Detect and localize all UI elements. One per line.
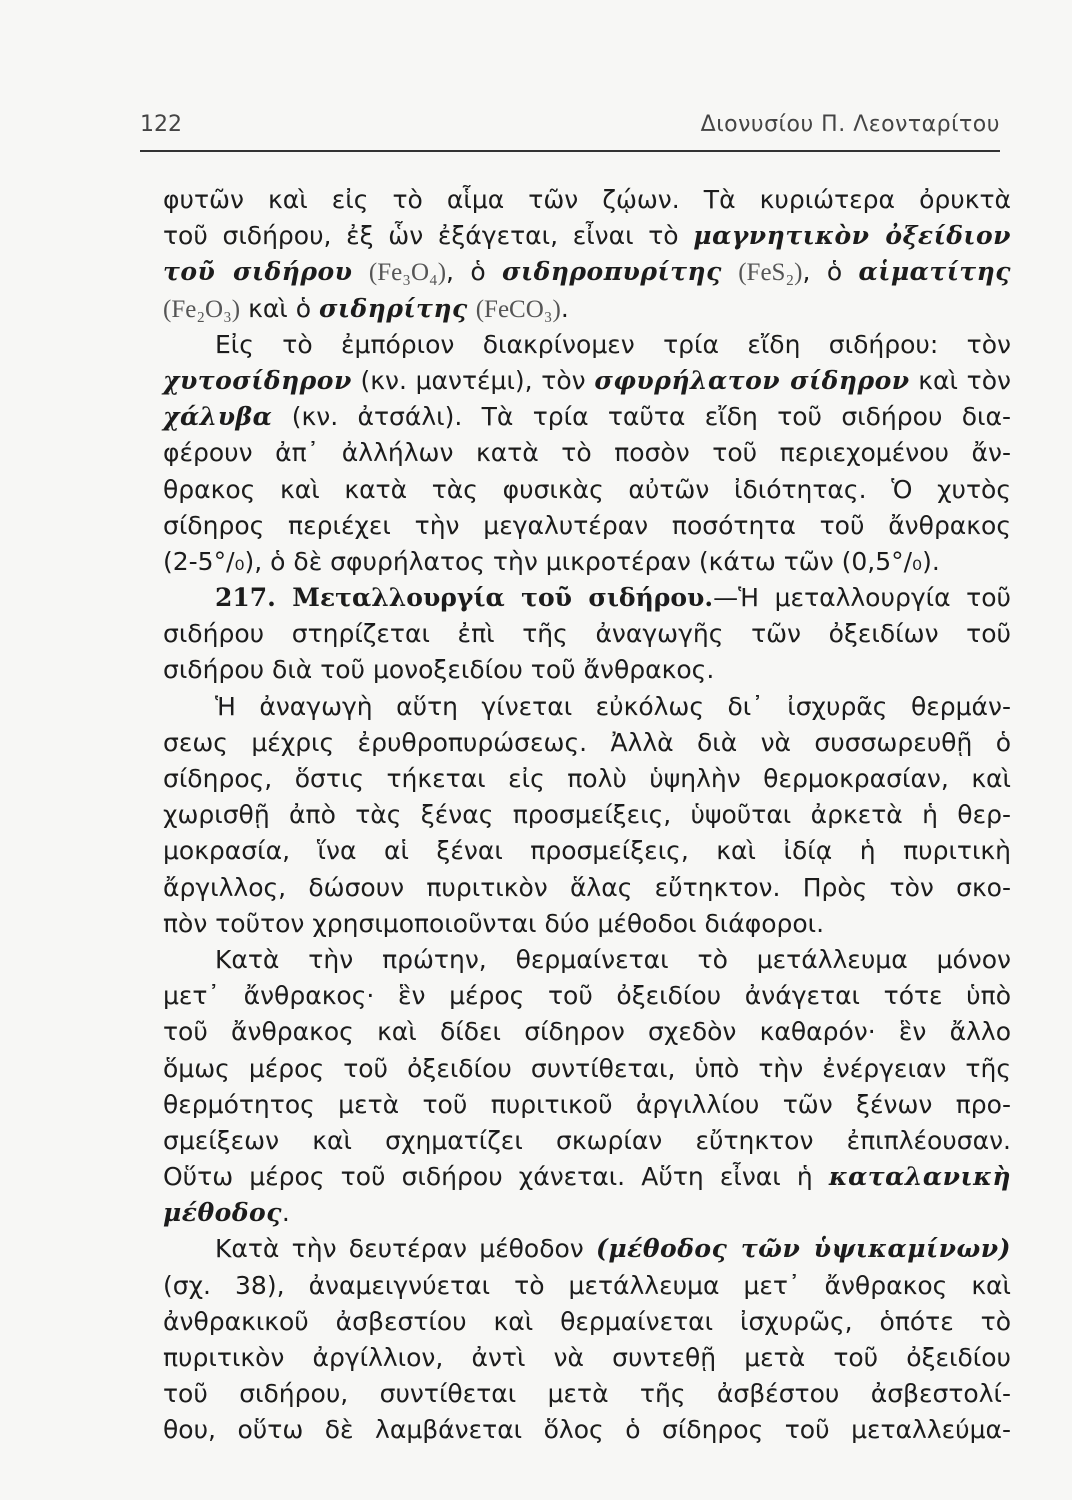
emphasized-term: σφυρήλατον σίδηρον <box>594 365 910 395</box>
text-line <box>163 182 1011 218</box>
text-segment: πὸν τοῦτον χρησιμοποιοῦνται δύο μέθοδοι διάφοροι. <box>163 908 825 938</box>
text-segment: σιδήρου διὰ τοῦ μονοξειδίου τοῦ ἄνθρακος. <box>163 655 715 685</box>
text-segment: σιδήρου στηρίζεται ἐπὶ τῆς ἀναγωγῆς τῶν ὀξειδίων τοῦ <box>163 619 1011 649</box>
emphasized-term: τοῦ σιδήρου <box>163 257 353 287</box>
text-line <box>163 689 1011 725</box>
text-line <box>163 1304 1011 1340</box>
chemical-formula: (Fe₂O₃) <box>163 295 241 323</box>
text-segment: . <box>281 1198 290 1228</box>
text-segment: θου, οὕτω δὲ λαμβάνεται ὅλος ὁ σίδηρος τοῦ μεταλλεύμα- <box>163 1415 1011 1445</box>
text-line <box>163 616 1011 652</box>
emphasized-term: χάλυβα <box>163 402 273 432</box>
text-line <box>163 978 1011 1014</box>
text-segment: τοῦ σιδήρου, ἐξ ὧν ἐξάγεται, εἶναι τὸ <box>163 221 694 251</box>
text-line <box>163 472 1011 508</box>
emphasized-term: (μέθοδος τῶν ὑψικαμίνων) <box>596 1234 1011 1264</box>
page-header <box>140 112 1000 148</box>
text-segment: πυριτικὸν ἀργίλλιον, ἀντὶ νὰ συντεθῇ μετὰ τοῦ ὀξειδίου <box>163 1343 1011 1372</box>
page-number: 122 <box>140 112 182 137</box>
text-line <box>163 291 1011 327</box>
text-segment: θερμότητος μετὰ τοῦ πυριτικοῦ ἀργιλλίου τῶν ξένων προ- <box>163 1089 1011 1119</box>
text-segment: (κν. μαντέμι), τὸν <box>351 365 595 395</box>
text-segment: Οὕτω μέρος τοῦ σιδήρου χάνεται. Αὕτη εἶναι ἡ <box>163 1162 829 1192</box>
text-segment: μοκρασία, ἵνα αἱ ξέναι προσμείξεις, καὶ ἰδίᾳ ἡ πυριτικὴ <box>163 836 1011 866</box>
text-line <box>163 942 1011 978</box>
text-line <box>163 1268 1011 1304</box>
text-line <box>163 580 1011 616</box>
text-line <box>163 254 1011 290</box>
section-heading: 217. Μεταλλουργία τοῦ σιδήρου. <box>215 583 714 613</box>
text-segment: σίδηρος περιέχει τὴν μεγαλυτέραν ποσότητα τοῦ ἄνθρακος <box>163 510 1011 540</box>
text-line <box>163 1340 1011 1376</box>
text-line <box>163 725 1011 761</box>
text-segment: σεως μέχρις ἐρυθροπυρώσεως. Ἀλλὰ διὰ νὰ συσσωρευθῇ ὁ <box>163 727 1011 757</box>
emphasized-term: μέθοδος <box>163 1198 282 1228</box>
emphasized-term: σιδηροπυρίτης <box>502 257 722 287</box>
text-segment: , ὁ <box>802 257 859 287</box>
emphasized-term: καταλανικὴ <box>828 1162 1011 1192</box>
text-segment: (κν. ἀτσάλι). Τὰ τρία ταῦτα εἴδη τοῦ σιδήρου δια- <box>272 402 1011 432</box>
text-segment: σίδηρος, ὅστις τήκεται εἰς πολὺ ὑψηλὴν θερμοκρασίαν, καὶ <box>163 764 1011 793</box>
text-segment: ἀνθρακικοῦ ἀσβεστίου καὶ θερμαίνεται ἰσχυρῶς, ὁπότε τὸ <box>163 1306 1011 1336</box>
text-line <box>163 544 1011 580</box>
text-segment: ἄργιλλος, δώσουν πυριτικὸν ἅλας εὔτηκτον. Πρὸς τὸν σκο- <box>163 872 1011 902</box>
text-line <box>163 833 1011 869</box>
emphasized-term: χυτοσίδηρον <box>163 365 352 395</box>
text-line <box>163 1412 1011 1448</box>
text-segment: —Ἡ μεταλλουργία τοῦ <box>713 583 1011 613</box>
text-line <box>163 761 1011 797</box>
text-line <box>163 797 1011 833</box>
text-line <box>163 1195 1011 1231</box>
text-segment: τοῦ σιδήρου, συντίθεται μετὰ τῆς ἀσβέστου ἀσβεστολί- <box>163 1379 1011 1409</box>
text-segment <box>722 257 738 286</box>
text-line <box>163 652 1011 688</box>
text-line <box>163 363 1011 399</box>
text-line <box>163 1159 1011 1195</box>
text-line <box>163 1123 1011 1159</box>
text-line <box>163 399 1011 435</box>
text-segment: Εἰς τὸ ἐμπόριον διακρίνομεν τρία εἴδη σιδήρου: τὸν <box>215 329 1011 359</box>
text-segment: μετ᾽ ἄνθρακος· ἓν μέρος τοῦ ὀξειδίου ἀνάγεται τότε ὑπὸ <box>163 981 1011 1011</box>
running-head: Διονυσίου Π. Λεονταρίτου <box>700 112 1000 137</box>
header-rule <box>140 150 1000 152</box>
text-segment: ὅμως μέρος τοῦ ὀξειδίου συντίθεται, ὑπὸ τὴν ἐνέργειαν τῆς <box>163 1053 1011 1083</box>
text-segment: καὶ τὸν <box>909 365 1011 395</box>
text-segment <box>468 294 476 323</box>
text-line <box>163 1231 1011 1267</box>
text-segment: θρακος καὶ κατὰ τὰς φυσικὰς αὐτῶν ἰδιότητας. Ὁ χυτὸς <box>163 474 1011 504</box>
text-line <box>163 435 1011 471</box>
text-segment: . <box>560 293 569 323</box>
text-segment: (2-5°/₀), ὁ δὲ σφυρήλατος τὴν μικροτέραν (κάτω τῶν (0,5°/₀). <box>163 546 940 576</box>
text-segment: Κατὰ τὴν πρώτην, θερμαίνεται τὸ μετάλλευμα μόνον <box>215 944 1011 974</box>
text-segment: φέρουν ἀπ᾽ ἀλλήλων κατὰ τὸ ποσὸν τοῦ περιεχομένου ἄν- <box>163 438 1011 468</box>
body-text <box>163 182 1011 1449</box>
text-line <box>163 870 1011 906</box>
text-segment: (σχ. 38), ἀναμειγνύεται τὸ μετάλλευμα μετ᾽ ἄνθρακος καὶ <box>163 1270 1011 1300</box>
text-segment: σμείξεων καὶ σχηματίζει σκωρίαν εὔτηκτον ἐπιπλέουσαν. <box>163 1125 1011 1155</box>
text-segment: Ἡ ἀναγωγὴ αὕτη γίνεται εὐκόλως δι᾽ ἰσχυρᾶς θερμάν- <box>215 691 1011 721</box>
text-line <box>163 508 1011 544</box>
text-line <box>163 1014 1011 1050</box>
emphasized-term: μαγνητικὸν ὀξείδιον <box>693 221 1011 251</box>
text-segment <box>353 257 369 286</box>
text-segment: χωρισθῇ ἀπὸ τὰς ξένας προσμείξεις, ὑψοῦται ἀρκετὰ ἡ θερ- <box>163 800 1011 830</box>
chemical-formula: (Fe₃O₄) <box>368 259 447 287</box>
chemical-formula: (FeCO₃) <box>475 295 561 323</box>
text-segment: Κατὰ τὴν δευτέραν μέθοδον <box>215 1234 597 1264</box>
text-line <box>163 218 1011 254</box>
emphasized-term: αἱματίτης <box>858 257 1012 287</box>
chemical-formula: (FeS₂) <box>738 259 803 287</box>
text-line <box>163 1376 1011 1412</box>
text-segment: φυτῶν καὶ εἰς τὸ αἷμα τῶν ζῴων. Τὰ κυριώτερα ὀρυκτὰ <box>163 185 1011 214</box>
text-line <box>163 1051 1011 1087</box>
text-segment: καὶ ὁ <box>240 293 319 323</box>
text-line <box>163 906 1011 942</box>
emphasized-term: σιδηρίτης <box>318 293 468 323</box>
text-line <box>163 1087 1011 1123</box>
text-line <box>163 327 1011 363</box>
text-segment: , ὁ <box>446 257 503 287</box>
text-segment: τοῦ ἄνθρακος καὶ δίδει σίδηρον σχεδὸν καθαρόν· ἓν ἄλλο <box>163 1017 1011 1047</box>
